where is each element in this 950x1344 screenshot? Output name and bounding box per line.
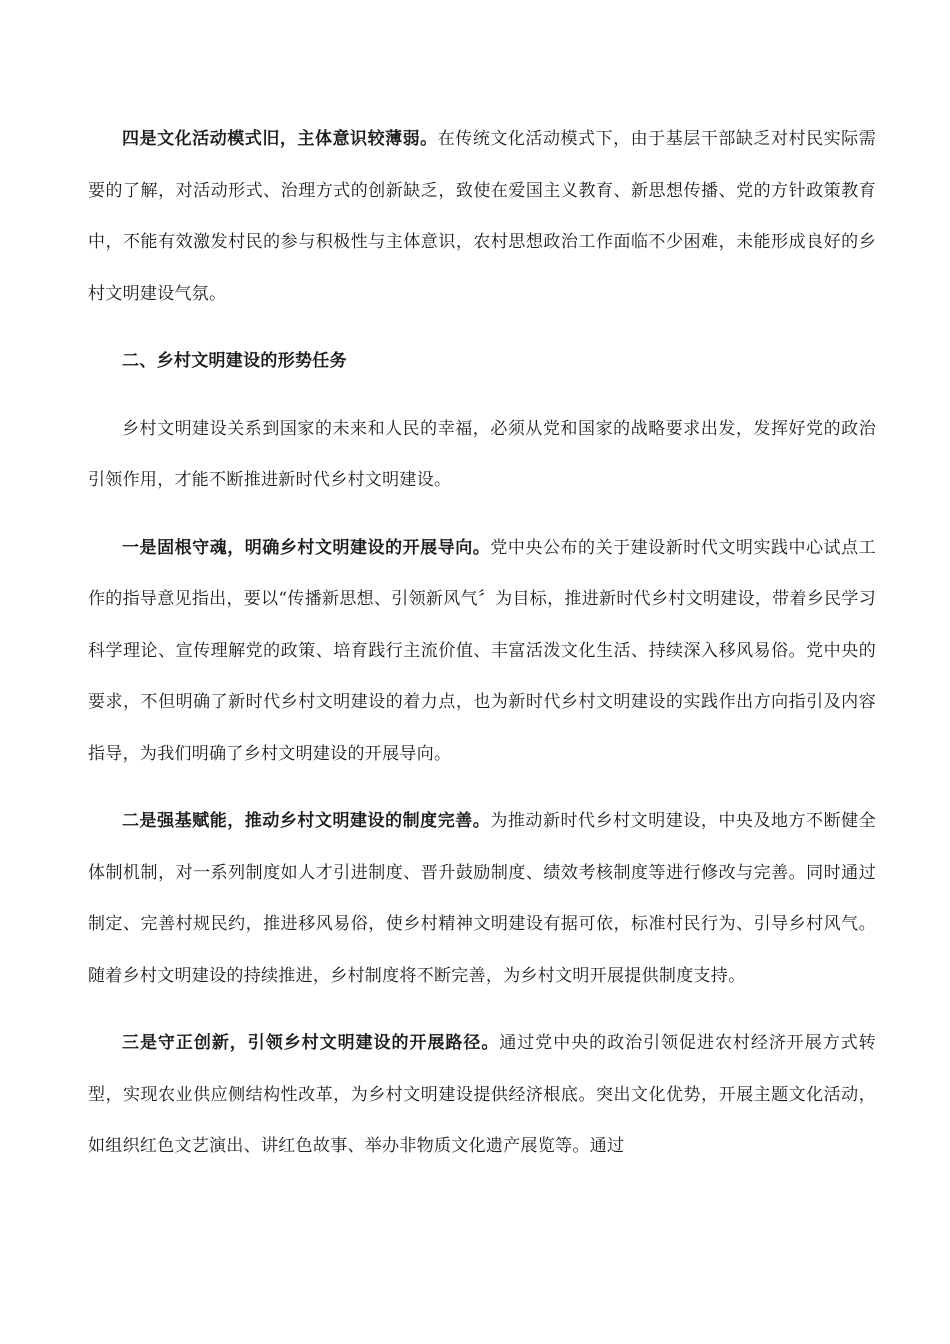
paragraph-lead: 三是守正创新，引领乡村文明建设的开展路径。 xyxy=(122,1033,500,1053)
paragraph-point-three xyxy=(88,1018,876,1173)
paragraph-body: 通过党中央的政治引领促进农村经济开展方式转型，实现农业供应侧结构性改革，为乡村文明建设提供经济根底。突出文化优势，开展主题文化活动，如组织红色文艺演出、讲红色故事、举办非物质文化遗产展览等。通过 xyxy=(88,1033,876,1156)
document-page xyxy=(88,114,876,1189)
paragraph-lead: 一是固根守魂，明确乡村文明建设的开展导向。 xyxy=(122,537,491,558)
paragraph-lead: 四是文化活动模式旧，主体意识较薄弱。 xyxy=(122,129,438,149)
section-heading: 二、乡村文明建设的形势任务 xyxy=(122,351,347,371)
section-intro: 乡村文明建设关系到国家的未来和人民的幸福，必须从党和国家的战略要求出发，发挥好党的政治引领作用，才能不断推进新时代乡村文明建设。 xyxy=(88,418,876,490)
paragraph-lead: 二是强基赋能，推动乡村文明建设的制度完善。 xyxy=(122,811,491,831)
paragraph-point-two xyxy=(88,796,876,1002)
paragraph-point-one xyxy=(88,523,876,781)
paragraph-body: 党中央公布的关于建设新时代文明实践中心试点工作的指导意见指出，要以“传播新思想、引领新风气〞为目标，推进新时代乡村文明建设，带着乡民学习科学理论、宣传理解党的政策、培育践行主流价值、丰富活泼文化生活、持续深入移风易俗。党中央的要求，不但明确了新时代乡村文明建设的着力点，也为新时代乡村文明建设的实践作出方向指引及内容指导，为我们明确了乡村文明建设的开展导向。 xyxy=(88,537,876,764)
paragraph-body: 在传统文化活动模式下，由于基层干部缺乏对村民实际需要的了解，对活动形式、治理方式的创新缺乏，致使在爱国主义教育、新思想传播、党的方针政策教育中，不能有效激发村民的参与积极性与主体意识，农村思想政治工作面临不少困难，未能形成良好的乡村文明建设气氛。 xyxy=(88,129,877,304)
paragraph-body: 为推动新时代乡村文明建设，中央及地方不断健全体制机制，对一系列制度如人才引进制度、晋升鼓励制度、绩效考核制度等进行修改与完善。同时通过制定、完善村规民约，推进移风易俗，使乡村精神文明建设有据可依，标准村民行为、引导乡村风气。随着乡村文明建设的持续推进，乡村制度将不断完善，为乡村文明开展提供制度支持。 xyxy=(88,811,876,986)
paragraph-problem-four xyxy=(88,114,876,320)
